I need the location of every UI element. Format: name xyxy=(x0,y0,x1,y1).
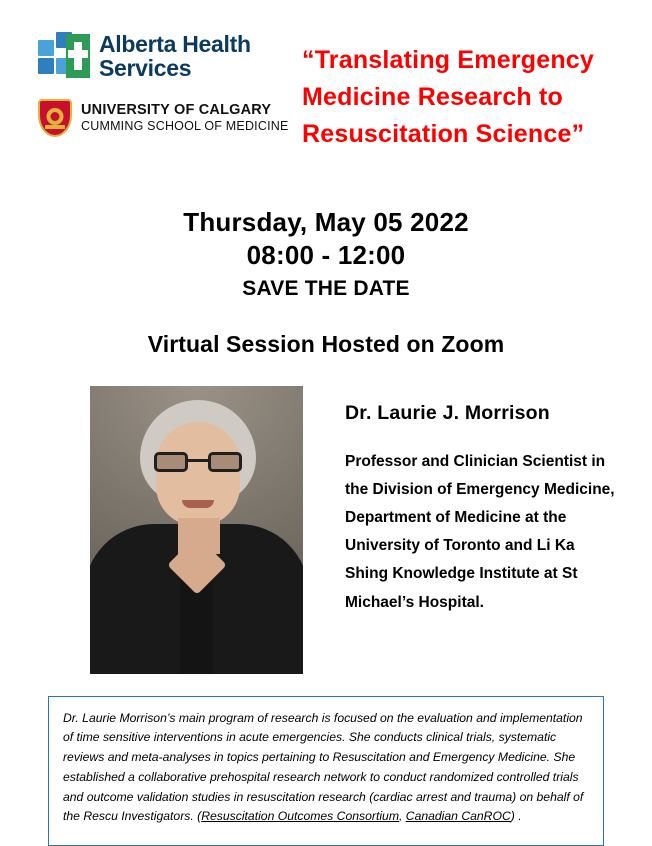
abstract-link-separator: , xyxy=(398,809,406,824)
ahs-wordmark xyxy=(99,32,251,80)
save-the-date-text: SAVE THE DATE xyxy=(242,276,410,300)
poster-title: “Translating Emergency Medicine Research to Resuscitation Science” xyxy=(302,46,594,148)
ucalgary-wordmark-line1: UNIVERSITY OF CALGARY xyxy=(81,102,272,119)
speaker-portrait xyxy=(90,386,303,674)
event-details xyxy=(0,206,652,301)
ucalgary-shield-icon xyxy=(38,99,72,137)
abstract-box xyxy=(48,696,604,846)
ahs-wordmark-line1: Alberta Health xyxy=(99,31,251,57)
ucalgary-wordmark-line2: CUMMING SCHOOL OF MEDICINE xyxy=(81,119,289,134)
university-of-calgary-logo xyxy=(38,99,293,137)
canadian-canroc-link[interactable]: Canadian CanROC xyxy=(405,809,511,824)
ahs-cross-icon xyxy=(38,32,90,80)
eyeglasses-icon xyxy=(154,452,242,472)
poster-header xyxy=(0,0,652,200)
speaker-info xyxy=(303,386,615,674)
logo-group xyxy=(38,32,293,137)
resuscitation-outcomes-consortium-link[interactable]: Resuscitation Outcomes Consortium xyxy=(201,809,399,824)
abstract-text xyxy=(63,709,589,828)
event-time: 08:00 - 12:00 xyxy=(246,240,406,271)
speaker-name: Dr. Laurie J. Morrison xyxy=(345,401,550,424)
event-date: Thursday, May 05 2022 xyxy=(183,207,469,237)
ucalgary-wordmark xyxy=(81,102,289,134)
ahs-wordmark-line2: Services xyxy=(99,55,192,82)
speaker-section xyxy=(0,386,652,674)
alberta-health-services-logo xyxy=(38,32,293,80)
speaker-title-affiliation: Professor and Clinician Scientist in the Division of Emergency Medicine, Department of Medicine at the University of Toronto and Li Ka Shing Knowledge Institute at St Michael’s Hospital. xyxy=(345,452,615,611)
abstract-tail: ) . xyxy=(510,809,522,824)
abstract-body: Dr. Laurie Morrison’s main program of research is focused on the evaluation and implementation of time sensitive interventions in acute emergencies. She conducts clinical trials, systematic reviews and meta-analyses in topics pertaining to Resuscitation and Emergency Medicine. She established a collaborative prehospital research network to conduct randomized controlled trials and outcome validation studies in resuscitation research (cardiac arrest and trauma) on behalf of the Rescu Investigators. ( xyxy=(63,710,584,824)
session-format: Virtual Session Hosted on Zoom xyxy=(147,330,505,357)
